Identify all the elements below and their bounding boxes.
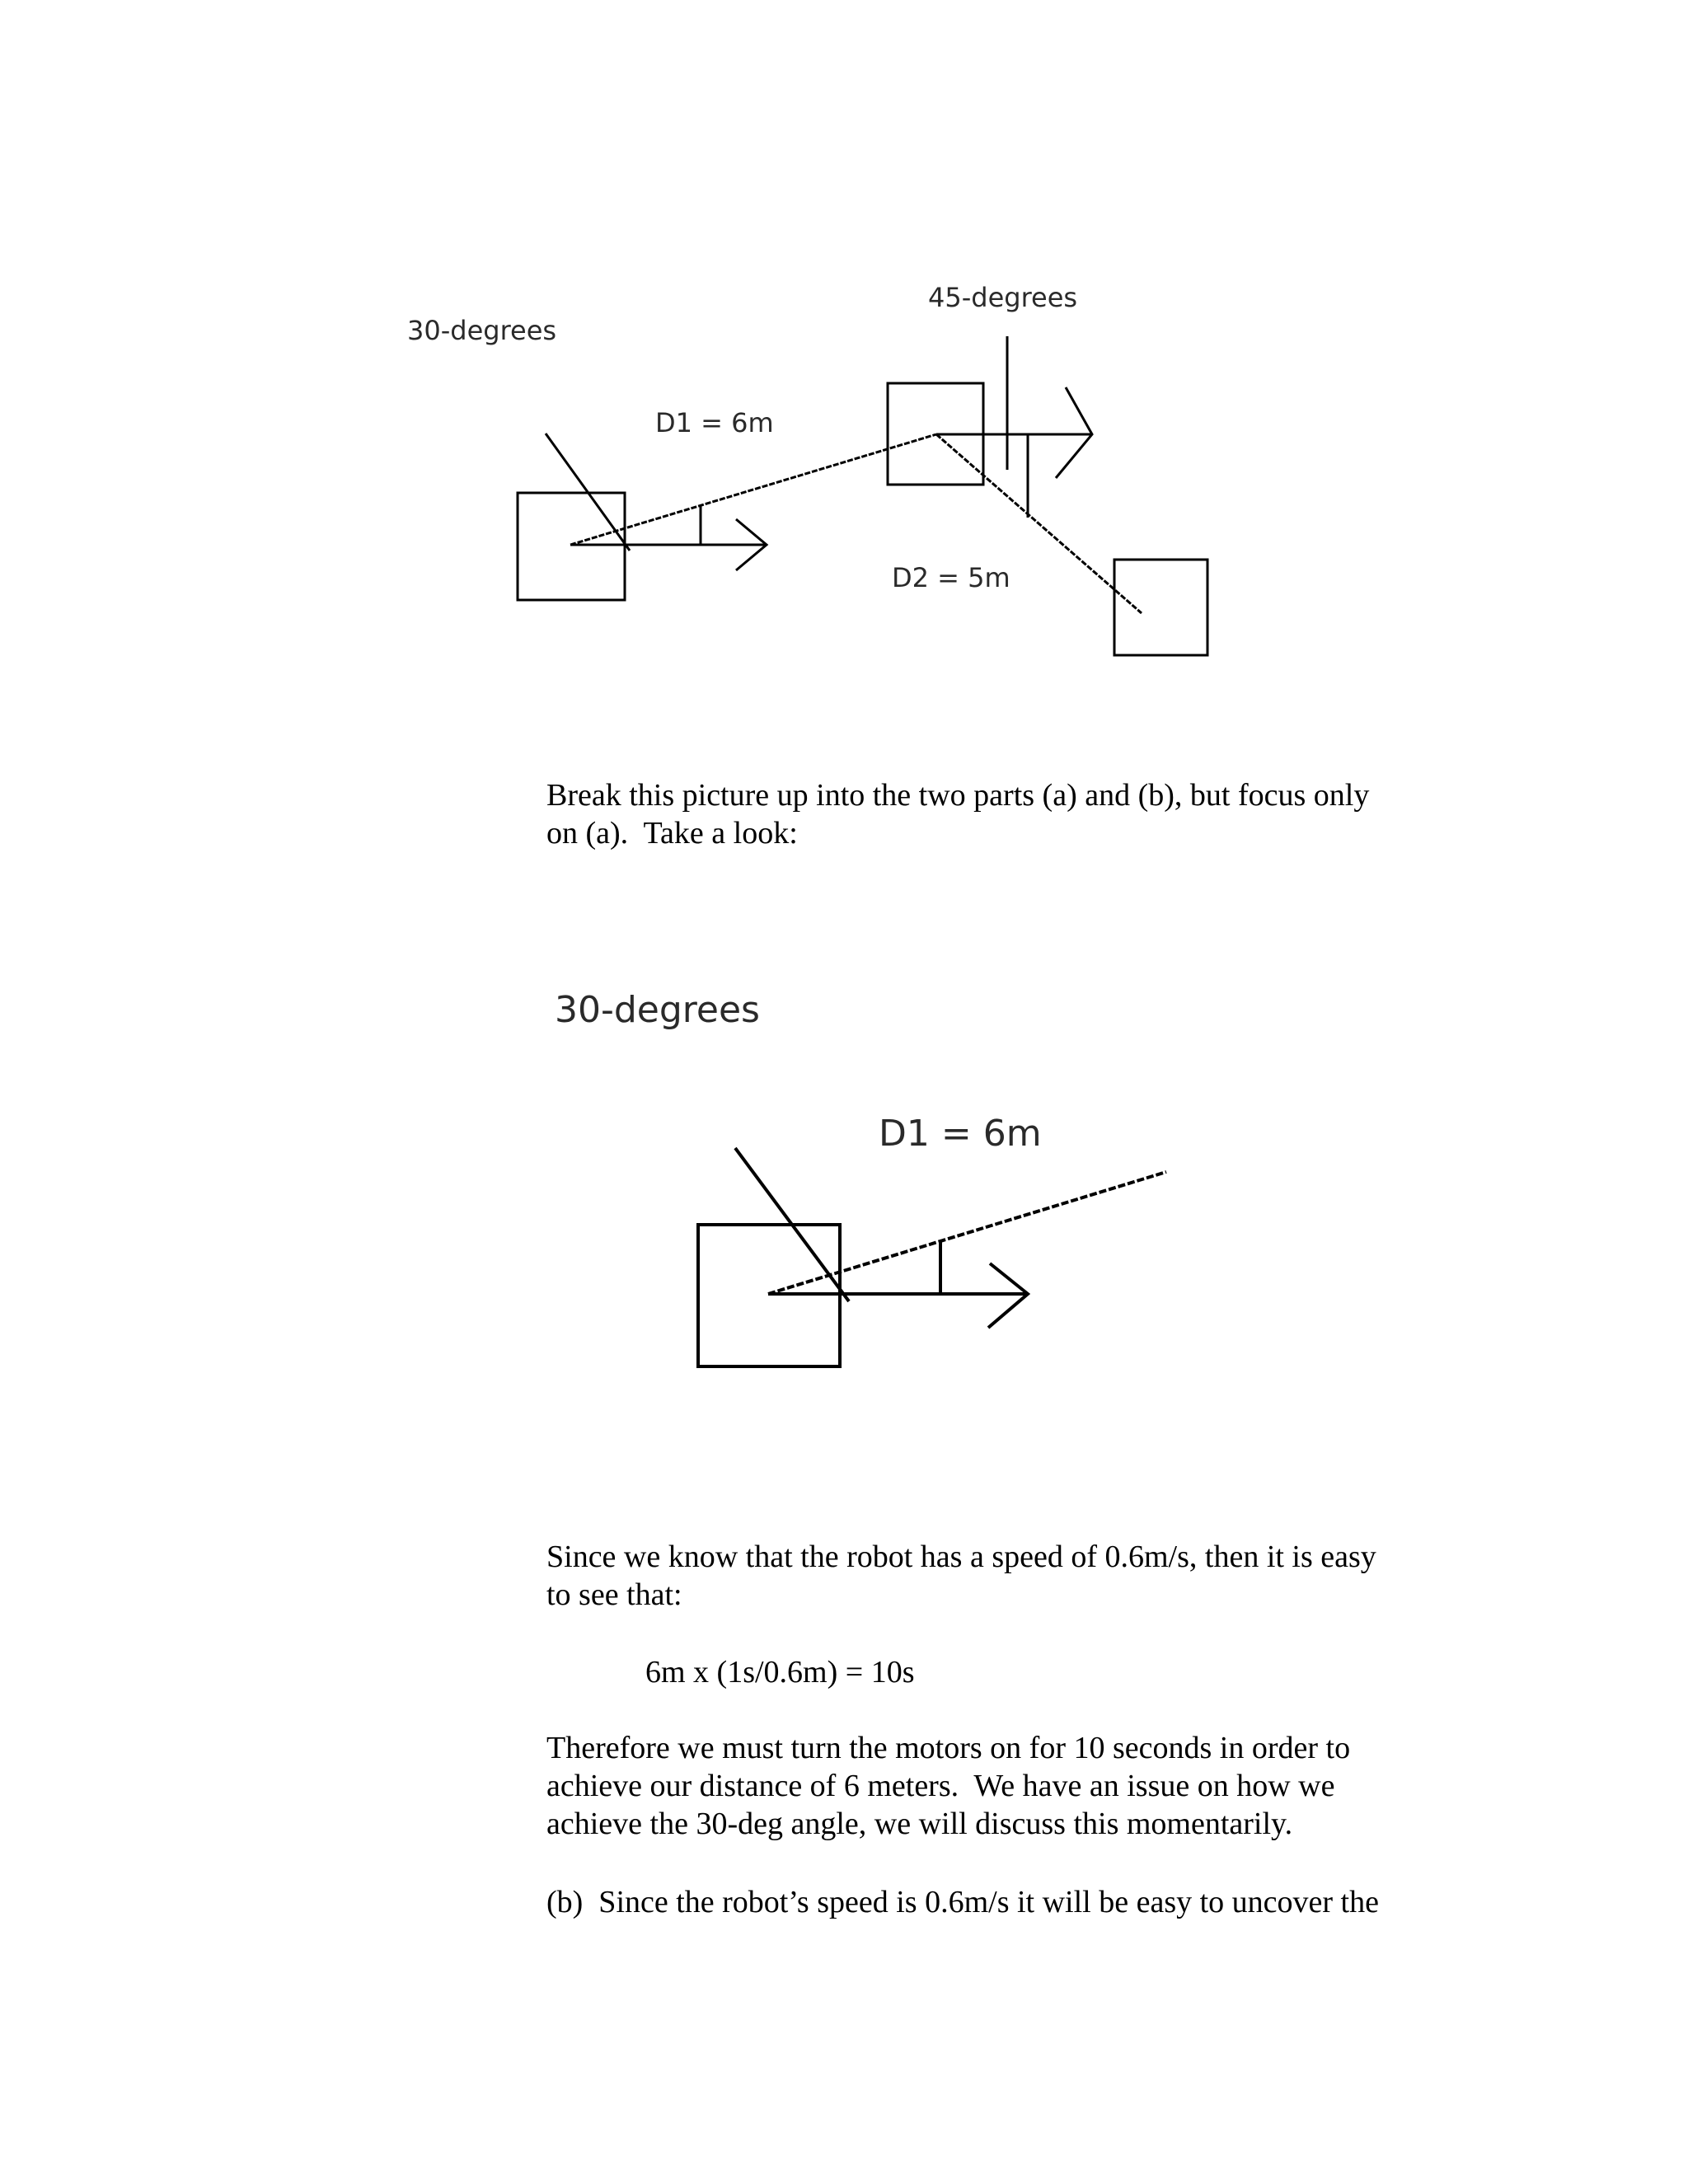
diagram-shapes <box>698 1148 1166 1366</box>
speed-paragraph: Since we know that the robot has a speed of 0.6m/s, then it is easy to see that: <box>546 1540 1376 1612</box>
label-30-degrees: 30-degrees <box>555 989 760 1031</box>
intro-paragraph: Break this picture up into the two parts (a) and (b), but focus only on (a). Take a look: <box>546 778 1370 851</box>
label-30-degrees: 30-degrees <box>407 315 557 346</box>
label-d1: D1 = 6m <box>879 1113 1042 1155</box>
label-45-degrees: 45-degrees <box>928 282 1078 313</box>
time-equation: 6m x (1s/0.6m) = 10s <box>645 1655 915 1690</box>
part-b-paragraph: (b) Since the robot’s speed is 0.6m/s it will be easy to uncover the <box>546 1885 1379 1919</box>
label-d1: D1 = 6m <box>655 407 774 438</box>
conclusion-paragraph: Therefore we must turn the motors on for 10 seconds in order to achieve our distance of 6 meters. We have an issue on how we achieve the 30-deg angle, we will discuss this momentarily. <box>546 1731 1351 1841</box>
label-d2: D2 = 5m <box>892 562 1010 593</box>
d1-path-line <box>768 1172 1166 1294</box>
